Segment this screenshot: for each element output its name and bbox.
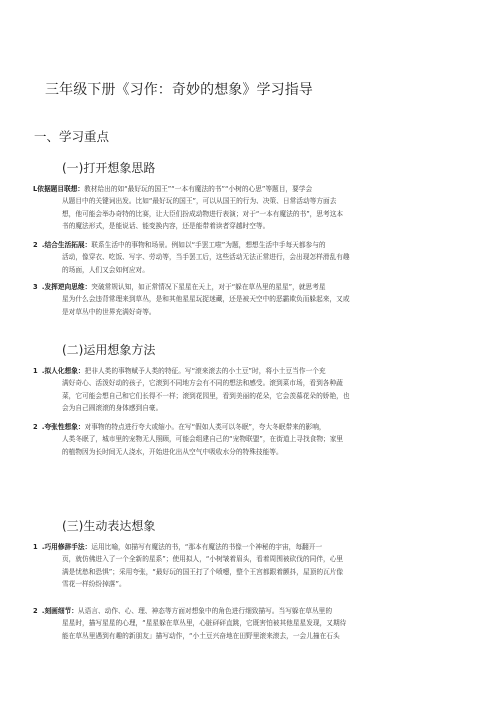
item-label: .刻画细节： (41, 607, 78, 615)
item-line: 星为什么会违背常理来到草丛，是和其他星星玩捉迷藏，还是被天空中的恶霸欺负而躲起来，又或 (62, 295, 350, 304)
subheading-vivid-expression: (三)生动表达想象 (62, 519, 156, 533)
item-line: 星星时，描写星星的心理，“星星躲在草丛里，心脏砰砰直跳，它既害怕被其他星星发现，又期待 (62, 619, 347, 628)
item-first-line (33, 239, 451, 251)
list-item-personification (33, 365, 451, 415)
item-text: 从语言、动作、心、理、神态等方面对想象中的角色进行细致描写。当写躲在草丛里的 (77, 607, 333, 615)
item-line: 的植物因为长时间无人浇水，开始进化出从空气中吸收水分的特殊技能等。 (62, 447, 283, 456)
list-item-reverse-thinking (33, 281, 451, 318)
item-line: 满好奇心、活泼好动的孩子，它滚到不同地方会有不同的想法和感受。滚到菜市场，看到各种蔬 (62, 379, 343, 388)
item-number: 2 (33, 607, 38, 615)
item-number: 1 (33, 543, 38, 551)
item-line: 会为自己圆滚滚的身体感到自豪。 (62, 404, 163, 413)
item-label: L依据题目联想： (33, 185, 85, 193)
item-text: 运用比喻，如描写有魔法的书，“那本有魔法的书像一个神秘的宇宙，每翻开一 (91, 543, 323, 551)
item-first-line (33, 605, 451, 617)
item-label: .巧用修辞手法： (41, 543, 92, 551)
item-first-line (33, 183, 451, 195)
item-label: .发挥逆向思维： (41, 283, 92, 291)
item-line: 页，就仿佛进入了一个全新的星系”；使用拟人，“小树皱着眉头，看着周围被砍伐的同伴，心里 (62, 555, 344, 564)
list-item-title-association (33, 183, 451, 233)
item-number: 1 (33, 367, 38, 375)
item-line: 是对草丛中的世界充满好奇等。 (62, 307, 156, 316)
item-line: 雪花一样纷纷掉落”。 (62, 580, 126, 589)
item-text: 突破常规认知，如正常情况下星星在天上，对于“躲在草丛里的星星”，就思考星 (91, 283, 326, 291)
item-number: 2 (33, 423, 38, 431)
section-heading-key-points: 一、学习重点 (34, 129, 110, 144)
item-line: 从题目中的关键词出发。比如“最好玩的国王”，可以从国王的行为、决策、日常活动等方面去 (62, 197, 337, 206)
item-first-line (33, 541, 451, 553)
item-label: .夸张性想象： (41, 423, 85, 431)
item-first-line (33, 281, 451, 293)
item-line: 能在草丛里遇到有趣的新朋友」描写动作，“小土豆兴奋地在田野里滚来滚去，一会儿撞在石头 (62, 631, 340, 640)
item-line: 满是忧愁和恐惧”；采用夸张，“最好玩的国王打了个喷嚏，整个王宫都跟着颤抖，屋顶的瓦片像 (62, 567, 344, 576)
item-first-line (33, 365, 451, 377)
item-line: 人类冬眠了，城市里的宠物无人照顾，可能会组建自己的“宠物联盟”，在街道上寻找食物；家里 (62, 435, 344, 444)
item-line: 书的魔法形式，是能说话、能变换内容，还是能带着读者穿越时空等。 (62, 222, 270, 231)
list-item-details (33, 605, 451, 642)
subheading-imagination-methods: (二)运用想象方法 (62, 343, 156, 357)
item-first-line (33, 421, 451, 433)
item-text: 联系生活中的事物和场景。例如以“手罢工啦”为题，想想生活中手每天都参与的 (91, 241, 326, 249)
item-number: 2 (33, 241, 38, 249)
list-item-exaggeration (33, 421, 451, 458)
item-label: .结合生活拓展： (41, 241, 92, 249)
item-line: 活动，像穿衣、吃饭、写字、劳动等，当手罢工后，这些活动无法正常进行，会出现怎样滑乱有趣 (62, 253, 350, 262)
item-line: 的场面，人们又会如何应对。 (62, 265, 149, 274)
subheading-open-imagination: (一)打开想象思路 (62, 161, 156, 175)
item-text: 对事物的特点进行夸大或缩小。在写“假如人类可以冬眠”，夸大冬眠带来的影响， (84, 423, 326, 431)
item-text: 把非人类的事物赋予人类的特征。写“滚来滚去的小土豆”时，将小土豆当作一个充 (84, 367, 326, 375)
document-title: 三年级下册《习作：奇妙的想象》学习指导 (45, 82, 313, 98)
item-line: 菜，它可能会想自己和它们长得不一样；滚到花园里，看到美丽的花朵，它会羡慕花朵的娇艳，也 (62, 391, 350, 400)
item-line: 想，他可能会举办奇特的比赛，让大臣们扮成动物进行表演；对于“一本有魔法的书”，思考这本 (62, 209, 344, 218)
item-text: 教材给出的如“最好玩的国王”“一本有魔法的书”“小树的心思”等题目，要学会 (84, 185, 313, 193)
list-item-life-extension (33, 239, 451, 276)
list-item-rhetoric (33, 541, 451, 591)
item-label: .拟人化想象： (41, 367, 85, 375)
item-number: 3 (33, 283, 38, 291)
